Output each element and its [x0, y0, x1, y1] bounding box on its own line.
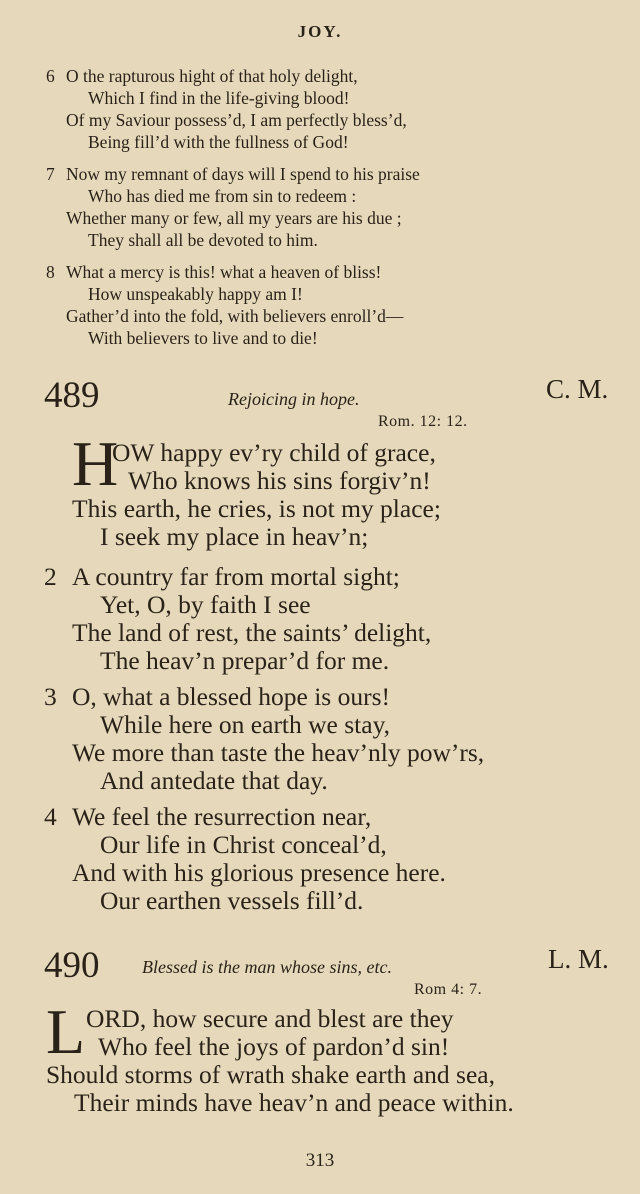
hymn-meter: C. M.	[546, 374, 609, 404]
stanza-line: While here on earth we stay,	[100, 710, 391, 739]
stanza-line: Their minds have heav’n and peace within.	[74, 1088, 514, 1117]
stanza-line: And with his glorious presence here.	[72, 858, 446, 887]
stanza-line: Yet, O, by faith I see	[100, 590, 311, 619]
stanza-line: Whether many or few, all my years are his due ;	[66, 208, 402, 228]
stanza-line: ORD, how secure and blest are they	[86, 1004, 454, 1033]
stanza-line: 7 Now my remnant of days will I spend to his praise	[46, 164, 420, 184]
stanza-line: Who has died me from sin to redeem :	[88, 186, 357, 206]
stanza-line: The land of rest, the saints’ delight,	[72, 618, 432, 647]
hymn-meter: L. M.	[548, 944, 609, 974]
stanza-number: 6	[46, 66, 55, 86]
stanza-line: With believers to live and to die!	[88, 328, 318, 348]
stanza-number: 7	[46, 164, 55, 184]
stanza-line: How unspeakably happy am I!	[88, 284, 303, 304]
stanza-number: 2	[44, 562, 57, 591]
hymn-number: 490	[44, 945, 100, 986]
stanza-number: 4	[44, 802, 57, 831]
stanza-line: They shall all be devoted to him.	[88, 230, 318, 250]
stanza-line: Should storms of wrath shake earth and sea,	[46, 1060, 495, 1089]
stanza-number: 8	[46, 262, 55, 282]
scripture-reference: Rom 4: 7.	[414, 981, 483, 998]
stanza-line: Who feel the joys of pardon’d sin!	[98, 1032, 450, 1061]
stanza-line: And antedate that day.	[100, 766, 328, 795]
running-header: JOY.	[297, 22, 343, 41]
stanza-line: Of my Saviour possess’d, I am perfectly bless’d,	[66, 110, 407, 130]
drop-cap: L	[46, 996, 86, 1067]
stanza-number: 3	[44, 682, 57, 711]
stanza-line: Our earthen vessels fill’d.	[100, 886, 364, 915]
stanza-line: The heav’n prepar’d for me.	[100, 646, 390, 675]
hymn-title: Rejoicing in hope.	[228, 389, 360, 409]
stanza-line: 2 A country far from mortal sight;	[44, 562, 400, 591]
stanza-line: Who knows his sins forgiv’n!	[128, 466, 431, 495]
hymn-title: Blessed is the man whose sins, etc.	[142, 957, 392, 977]
stanza-line: Being fill’d with the fullness of God!	[88, 132, 349, 152]
stanza-line: We more than taste the heav’nly pow’rs,	[72, 738, 485, 767]
stanza-line: 3 O, what a blessed hope is ours!	[44, 682, 390, 711]
hymn-number: 489	[44, 375, 100, 416]
stanza-line: Our life in Christ conceal’d,	[100, 830, 387, 859]
page-number: 313	[305, 1150, 335, 1171]
stanza-line: This earth, he cries, is not my place;	[72, 494, 441, 523]
stanza-line: 4 We feel the resurrection near,	[44, 802, 372, 831]
stanza-line: I seek my place in heav’n;	[100, 522, 369, 551]
scripture-reference: Rom. 12: 12.	[378, 413, 468, 430]
stanza-line: 6 O the rapturous hight of that holy delight,	[46, 66, 358, 86]
drop-cap: H	[72, 428, 119, 499]
stanza-line: OW happy ev’ry child of grace,	[112, 438, 436, 467]
stanza-line: Which I find in the life-giving blood!	[88, 88, 350, 108]
stanza-line: Gather’d into the fold, with believers enroll’d—	[66, 306, 404, 326]
stanza-line: 8 What a mercy is this! what a heaven of bliss!	[46, 262, 382, 282]
